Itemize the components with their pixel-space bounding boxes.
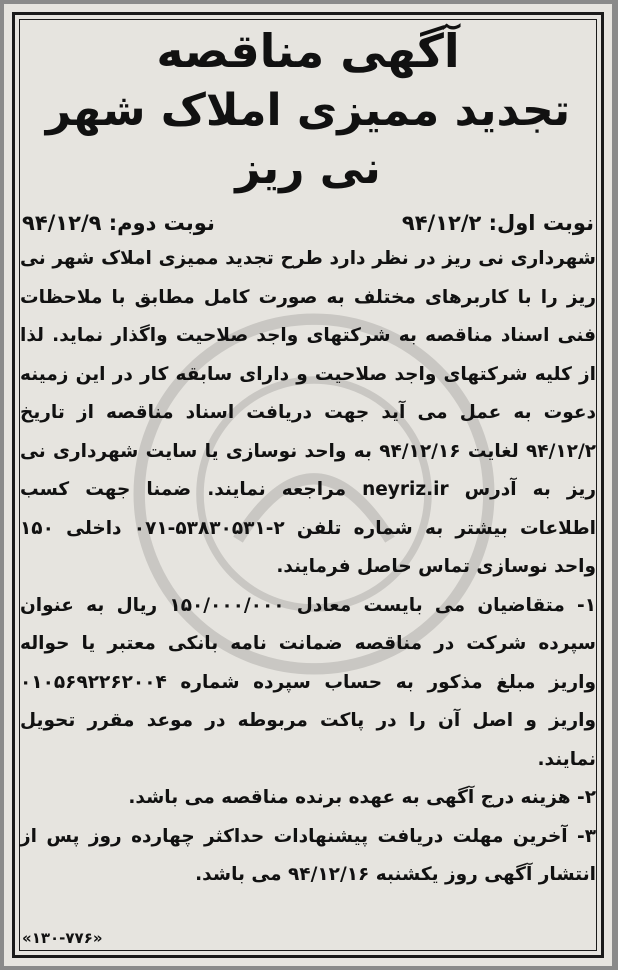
- notice-subtitle: تجدید ممیزی املاک شهر نی ریز: [45, 85, 571, 194]
- newspaper-clipping: [4, 4, 612, 966]
- condition-item-1: ۱- متقاضیان می بایست معادل ۱۵۰/۰۰۰/۰۰۰ ریال به عنوان سپرده شرکت در مناقصه ضمانت نامه بانکی معتبر یا حواله واریز مبلغ مذکور به حساب سپرده شماره ۰۱۰۵۶۹۲۲۶۲۰۰۴ واریز و اصل آن را در پاکت مربوطه در موعد مقرر تحویل نمایند.: [20, 594, 596, 770]
- publication-rounds: [18, 208, 598, 238]
- condition-item-3: ۳- آخرین مهلت دریافت پیشنهادات حداکثر چهارده روز پس از انتشار آگهی روز یکشنبه ۹۴/۱۲/۱۶ می باشد.: [20, 825, 596, 885]
- notice-title: آگهی مناقصه: [156, 24, 460, 78]
- notice-paragraph: شهرداری نی ریز در نظر دارد طرح تجدید ممیزی املاک شهر نی ریز را با کاربرهای مختلف به صورت کامل مطابق با ملاحظات فنی اسناد مناقصه به شرکتهای واجد صلاحیت واگذار نماید. لذا از کلیه شرکتهای واجد صلاحیت و دارای سابقه کار در این زمینه دعوت به عمل می آید جهت دریافت اسناد مناقصه از تاریخ ۹۴/۱۲/۲ لغایت ۹۴/۱۲/۱۶ به واحد نوسازی یا سایت شهرداری نی ریز به آدرس neyriz.ir مراجعه نمایند. ضمنا جهت کسب اطلاعات بیشتر به شماره تلفن ۲-۵۳۸۳۰۵۳۱-۰۷۱ داخلی ۱۵۰ واحد نوسازی تماس حاصل فرمایند.: [20, 248, 596, 577]
- ad-code: «۱۳۰-۷۷۶»: [22, 929, 103, 947]
- round-first: نوبت اول: ۹۴/۱۲/۲: [401, 211, 594, 235]
- notice-content: [18, 14, 598, 956]
- condition-item-2: ۲- هزینه درج آگهی به عهده برنده مناقصه می باشد.: [128, 787, 596, 808]
- notice-body: [18, 240, 598, 895]
- round-second: نوبت دوم: ۹۴/۱۲/۹: [22, 211, 215, 235]
